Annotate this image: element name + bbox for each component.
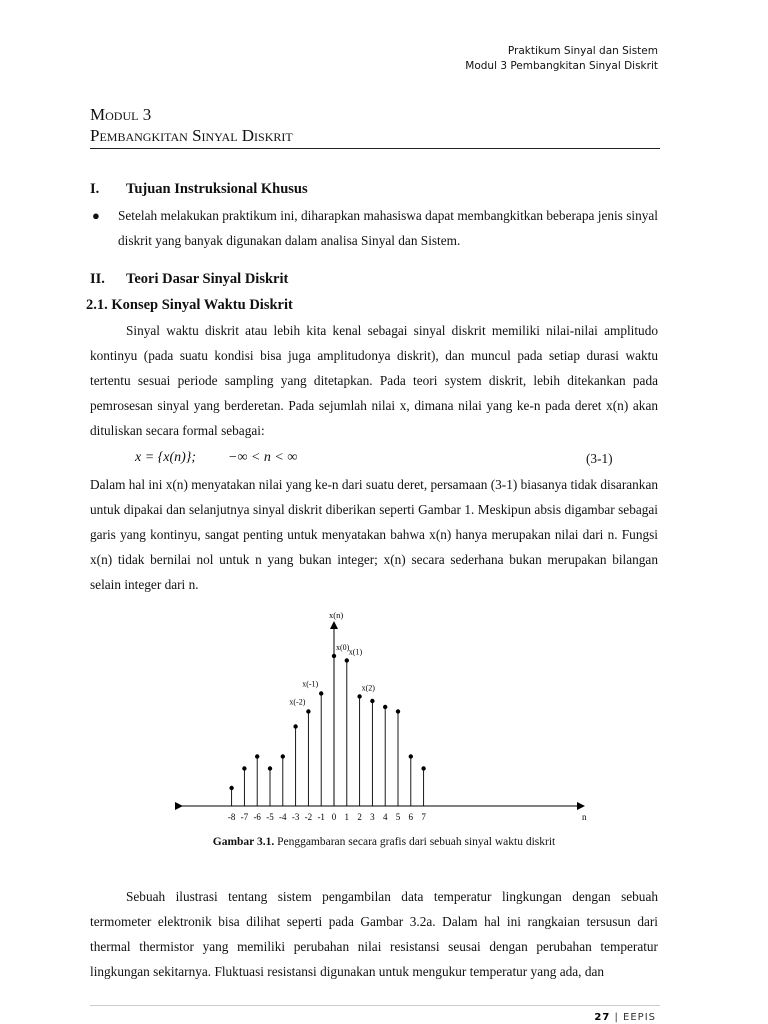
objective-bullet: Setelah melakukan praktikum ini, diharapkan mahasiswa dapat membangkitkan beberapa jenis sinyal diskrit yang banyak digunakan dalam analisa Sinyal dan Sistem. (118, 208, 658, 248)
header-module: Modul 3 Pembangkitan Sinyal Diskrit (465, 60, 658, 72)
page-footer (594, 1012, 656, 1023)
paragraph-2: Dalam hal ini x(n) menyatakan nilai yang ke-n dari suatu deret, persamaan (3-1) biasanya tidak disarankan untuk dipakai dan selanjutnya sinyal diskrit diberikan seperti Gambar 1. Meskipun absis digambar sebagai garis yang kontinyu, sangat penting untuk menyatakan bahwa x(n) hanya merupakan nilai dari n. Fungsi x(n) tidak bernilai nol untuk n yang bukan integer; x(n) secara sederhana bukan merupakan bilangan selain integer dari n. (90, 477, 658, 592)
page-number: 27 (594, 1012, 611, 1023)
stem-point-n-2 (306, 709, 310, 713)
stem-point-n7 (421, 766, 425, 770)
footer-rule (90, 1005, 660, 1006)
stem-point-n0 (332, 654, 336, 658)
tick-label-n-6: -6 (253, 812, 261, 822)
stem-point-n-5 (268, 766, 272, 770)
tick-label-n6: 6 (408, 812, 414, 822)
running-header (465, 44, 658, 74)
tick-label-n5: 5 (395, 812, 401, 822)
y-axis-label: x(n) (329, 610, 344, 620)
tick-label-n1: 1 (344, 812, 350, 822)
section-2-heading (90, 271, 288, 288)
annotation-xminus2: x(-2) (289, 697, 306, 707)
stem-point-n1 (345, 658, 349, 662)
annotation-x1: x(1) (348, 647, 363, 657)
stem-chart (0, 600, 768, 830)
tick-label-n-8: -8 (227, 812, 236, 822)
tick-label-n-7: -7 (240, 812, 249, 822)
stem-point-n-8 (229, 786, 233, 790)
section-1-number: I. (90, 181, 100, 197)
section-1-title: Tujuan Instruksional Khusus (126, 181, 308, 197)
caption-text: Penggambaran secara grafis dari sebuah sinyal waktu diskrit (274, 836, 556, 848)
paragraph-1: Sinyal waktu diskrit atau lebih kita kenal sebagai sinyal diskrit memiliki nilai-nilai amplitudo kontinyu (pada suatu kondisi bisa juga amplitudonya diskrit), dan muncul pada setiap durasi waktu tertentu sesuai periode sampling yang ditetapkan. Pada teori system diskrit, lebih ditekankan pada pemrosesan sinyal yang berderetan. Pada sejumlah nilai x, dimana nilai yang ke-n pada deret x(n) akan dituliskan secara formal sebagai: (90, 323, 658, 438)
tick-label-n3: 3 (370, 812, 375, 822)
tick-label-n-5: -5 (266, 812, 274, 822)
stem-point-n-1 (319, 691, 323, 695)
module-title (90, 104, 660, 146)
caption-label: Gambar 3.1. (212, 836, 275, 848)
paragraph-3: Sebuah ilustrasi tentang sistem pengambilan data temperatur lingkungan dengan sebuah termometer elektronik bisa dilihat seperti pada Gambar 3.2a. Dalam hal ini rangkaian tersusun dari thermal thermistor yang memiliki perubahan nilai resistansi seusai dengan perubahan temperatur lingkungan sekitarnya. Fluktuasi resistansi digunakan untuk mengukur temperatur yang ada, dan (90, 889, 658, 979)
section-2-number: II. (90, 271, 105, 287)
annotation-x0: x(0) (336, 643, 350, 652)
bullet-dot-icon: ● (92, 208, 100, 223)
tick-label-n-3: -3 (291, 812, 300, 822)
figure-caption (0, 836, 768, 848)
equation-range: −∞ < n < ∞ (228, 450, 298, 465)
tick-label-n-2: -2 (304, 812, 313, 822)
stem-point-n2 (357, 694, 361, 698)
equation-left: x = {x(n)}; (135, 450, 197, 465)
annotation-x2: x(2) (361, 683, 375, 693)
tick-label-n0: 0 (331, 812, 337, 822)
annotation-xminus1: x(-1) (302, 679, 319, 689)
subsection-2-1-heading: 2.1. Konsep Sinyal Waktu Diskrit (86, 297, 293, 313)
header-course: Praktikum Sinyal dan Sistem (507, 45, 658, 57)
stem-point-n-6 (255, 754, 259, 758)
footer-separator: | (610, 1012, 624, 1023)
tick-label-n2: 2 (357, 812, 362, 822)
equation-number: (3-1) (586, 451, 613, 466)
stem-point-n6 (409, 754, 413, 758)
module-name: Pembangkitan Sinyal Diskrit (90, 126, 293, 145)
tick-label-n-4: -4 (279, 812, 287, 822)
title-rule (90, 148, 660, 149)
stem-point-n-7 (242, 766, 246, 770)
section-2-title: Teori Dasar Sinyal Diskrit (126, 271, 289, 287)
section-1-heading (90, 181, 308, 198)
tick-label-n4: 4 (382, 812, 388, 822)
stem-point-n-4 (281, 754, 285, 758)
x-axis-label: n (582, 812, 587, 822)
stem-point-n5 (396, 709, 400, 713)
footer-org: EEPIS (623, 1012, 656, 1023)
tick-label-n7: 7 (421, 812, 426, 822)
tick-label-n-1: -1 (317, 812, 325, 822)
stem-point-n3 (370, 699, 374, 703)
stem-point-n-3 (293, 724, 297, 728)
module-number: Modul 3 (90, 105, 152, 124)
stem-point-n4 (383, 705, 387, 709)
